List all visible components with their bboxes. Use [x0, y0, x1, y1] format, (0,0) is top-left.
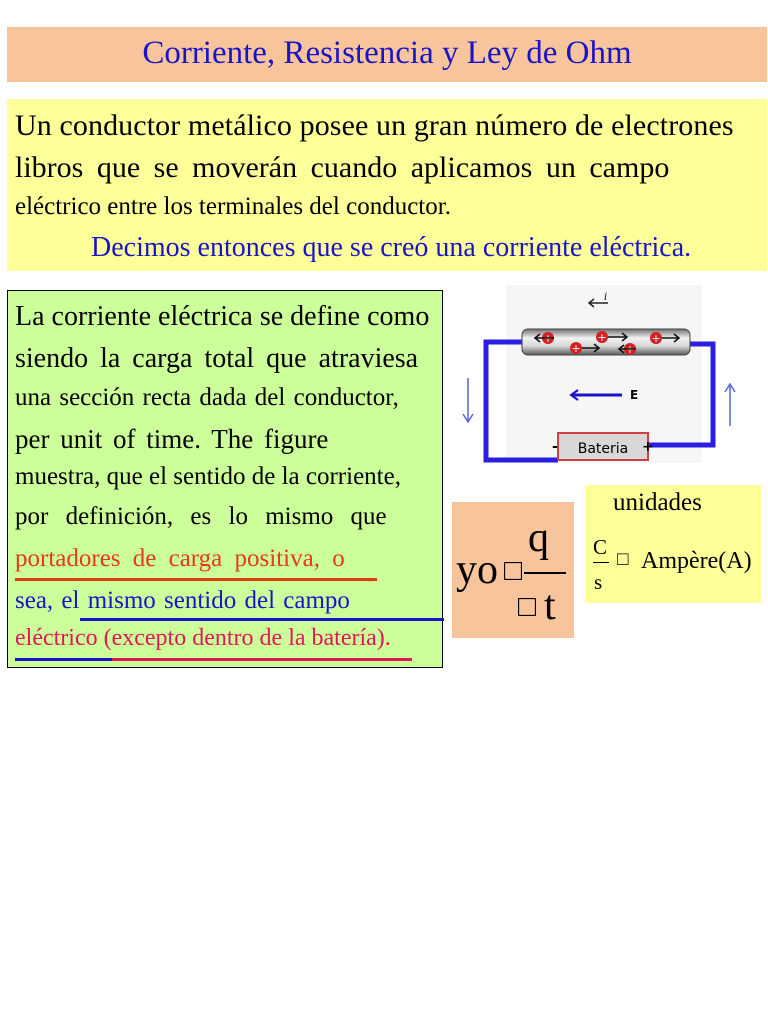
underline-blue	[80, 618, 444, 621]
slide-title: Corriente, Resistencia y Ley de Ohm	[142, 35, 632, 71]
intro-box	[7, 99, 767, 271]
intro-line-1: Un conductor metálico posee un gran número de electrones	[15, 109, 734, 142]
definition-line-5: muestra, que el sentido de la corriente,	[15, 463, 401, 490]
underline-blue-2	[15, 658, 112, 661]
units-numerator: C	[593, 535, 608, 559]
field-label: E	[630, 388, 639, 402]
intro-line-3: eléctrico entre los terminales del conductor.	[15, 193, 451, 220]
svg-text:+: +	[597, 331, 607, 344]
battery-label: Bateria	[577, 441, 629, 457]
battery-plus: +	[642, 439, 654, 455]
svg-text:+: +	[543, 332, 553, 345]
units-fraction-bar	[593, 562, 609, 563]
units-denominator: s	[594, 570, 603, 594]
definition-line-6: por definición, es lo mismo que	[15, 503, 387, 530]
underline-pink	[112, 658, 412, 661]
current-formula	[452, 502, 574, 638]
definition-line-9: eléctrico (excepto dentro de la batería).	[15, 625, 391, 651]
circuit-diagram	[480, 285, 716, 463]
formula-numerator: q	[528, 515, 549, 561]
units-symbol: □	[617, 549, 629, 570]
definition-line-3: una sección recta dada del conductor,	[15, 384, 399, 411]
svg-text:+: +	[651, 332, 661, 345]
definition-box	[7, 290, 443, 668]
formula-denominator: t	[544, 583, 556, 629]
definition-line-8: sea, el mismo sentido del campo	[15, 587, 350, 614]
formula-symbol: □	[504, 554, 523, 587]
arrow-down-icon	[458, 376, 478, 424]
definition-line-4: per unit of time. The figure	[15, 424, 329, 454]
definition-line-7: portadores de carga positiva, o	[15, 545, 345, 572]
units-box	[585, 485, 761, 603]
units-label: unidades	[613, 489, 702, 516]
intro-line-2: libros que se moverán cuando aplicamos un campo	[15, 151, 670, 184]
definition-line-2: siendo la carga total que atraviesa	[15, 343, 419, 374]
definition-line-1: La corriente eléctrica se define como	[15, 301, 430, 332]
formula-delta: □	[518, 590, 537, 623]
underline-red	[15, 578, 377, 581]
svg-text:+: +	[625, 343, 635, 356]
formula-fraction-bar	[524, 572, 566, 574]
units-result: Ampère(A)	[641, 548, 752, 574]
formula-lhs: yo	[456, 547, 498, 593]
battery-minus: -	[552, 439, 558, 455]
current-label: i	[604, 292, 608, 303]
svg-text:+: +	[571, 342, 581, 355]
title-bar	[7, 27, 767, 82]
arrow-up-icon	[720, 382, 740, 428]
circuit-svg	[480, 285, 716, 463]
intro-conclusion: Decimos entonces que se creó una corriente eléctrica.	[91, 232, 692, 263]
